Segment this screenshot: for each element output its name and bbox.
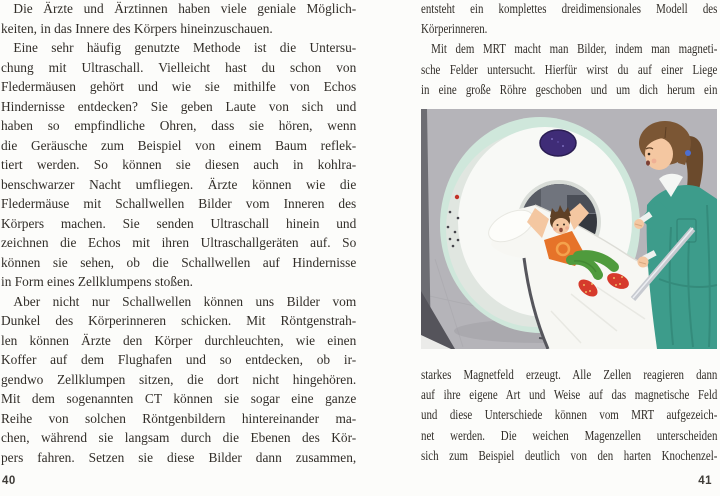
text-line: Koffer auf dem Flughafen und so entdecken, ob ir-: [1, 353, 357, 368]
text-line: und diese Unterschiede können vom MRT aufgezeich-: [421, 408, 718, 424]
text-line: chung mit Ultraschall. Vielleicht hast du schon von: [1, 60, 357, 76]
text-line: haben so empfindliche Ohren, dass sie hören, wenn: [1, 119, 357, 134]
text-line: pers fahren. Setzen sie diese Bilder dann zusammen,: [1, 450, 357, 466]
text-line: Körperinneren.: [421, 22, 488, 38]
text-line: keiten, in das Innere des Körpers hineinzuschauen.: [1, 21, 273, 37]
text-line: sich zum Beispiel deutlich von den harten Knochenzel-: [421, 448, 718, 464]
text-line: die Geräusche zum Beispiel von einem Baum reflek-: [1, 138, 357, 154]
text-line: zeichnen die Echos mit ihren Ultraschallgeräten auf. So: [1, 236, 357, 251]
text-line: auf ihre eigene Art und Weise auf das magnetische Feld: [421, 388, 718, 404]
text-line: sche Felder untersucht. Hierfür wirst du auf einer Liege: [421, 62, 718, 78]
text-line: Fledermäusen gehört und wie sie mithilfe von Echos: [1, 80, 357, 95]
text-line: Mit dem sogenannten CT können sie sogar eine ganze: [1, 392, 357, 407]
text-line: net werden. Die weichen Magenzellen unterscheiden: [421, 428, 718, 444]
text-line: Mit dem MRT macht man Bilder, indem man magneti-: [431, 42, 718, 58]
text-line: Die Ärzte und Ärztinnen haben viele geniale Möglich-: [13, 2, 357, 17]
text-line: benschwarzer Nacht umfliegen. Ärzte können wie die: [1, 177, 357, 193]
text-line: chen, während sie langsam durch die Ebenen des Kör-: [1, 431, 357, 446]
nurse-head: [639, 121, 691, 170]
text-line: starkes Magnetfeld erzeugt. Alle Zellen reagieren dann: [421, 368, 718, 383]
text-line: können sie sehen, ob die Schallwellen auf Hindernisse: [1, 255, 357, 271]
text-line: in Form eines Zellklumpens stoßen.: [1, 275, 193, 290]
text-line: Reihe von solchen Röntgenbildern hintereinander ma-: [1, 411, 357, 427]
hair-ribbon: [685, 150, 691, 156]
text-line: Hindernisse entdecken? Sie geben Laute von sich und: [1, 99, 357, 115]
boy-face: [553, 218, 570, 234]
text-line: Fledermäuse mit Schallwellen Bilder vom Inneren des: [1, 197, 357, 212]
text-line: entsteht ein komplettes dreidimensionales Modell des: [421, 2, 718, 17]
text-line: Aber nicht nur Schallwellen können uns Bilder vom: [13, 294, 357, 310]
text-line: in eine große Röhre geschoben und um dich herum ein: [421, 82, 718, 98]
page-number-right: 41: [698, 475, 712, 487]
text-line: tiert werden. So können sie diesen auch in kohlra-: [1, 158, 357, 173]
text-line: Dunkel des Körperinneren schicken. Mit Röntgenstrah-: [1, 314, 357, 329]
right-page-text-below-illustration: [421, 366, 717, 467]
left-page-text-column: [1, 0, 356, 468]
text-line: Eine sehr häufig genutzte Methode ist die Untersu-: [13, 41, 357, 56]
text-line: gendwo Zellklumpen sitzen, die dort nicht hingehören.: [1, 372, 357, 388]
text-line: len können Ärzte den Körper durchleuchten, wie einen: [1, 333, 357, 349]
scanner-display: [540, 130, 576, 156]
mri-illustration: [421, 109, 717, 349]
right-page-text-above-illustration: [421, 0, 717, 101]
page-number-left: 40: [2, 475, 16, 487]
text-line: Körpers machen. Sie senden Ultraschall hinein und: [1, 216, 357, 232]
